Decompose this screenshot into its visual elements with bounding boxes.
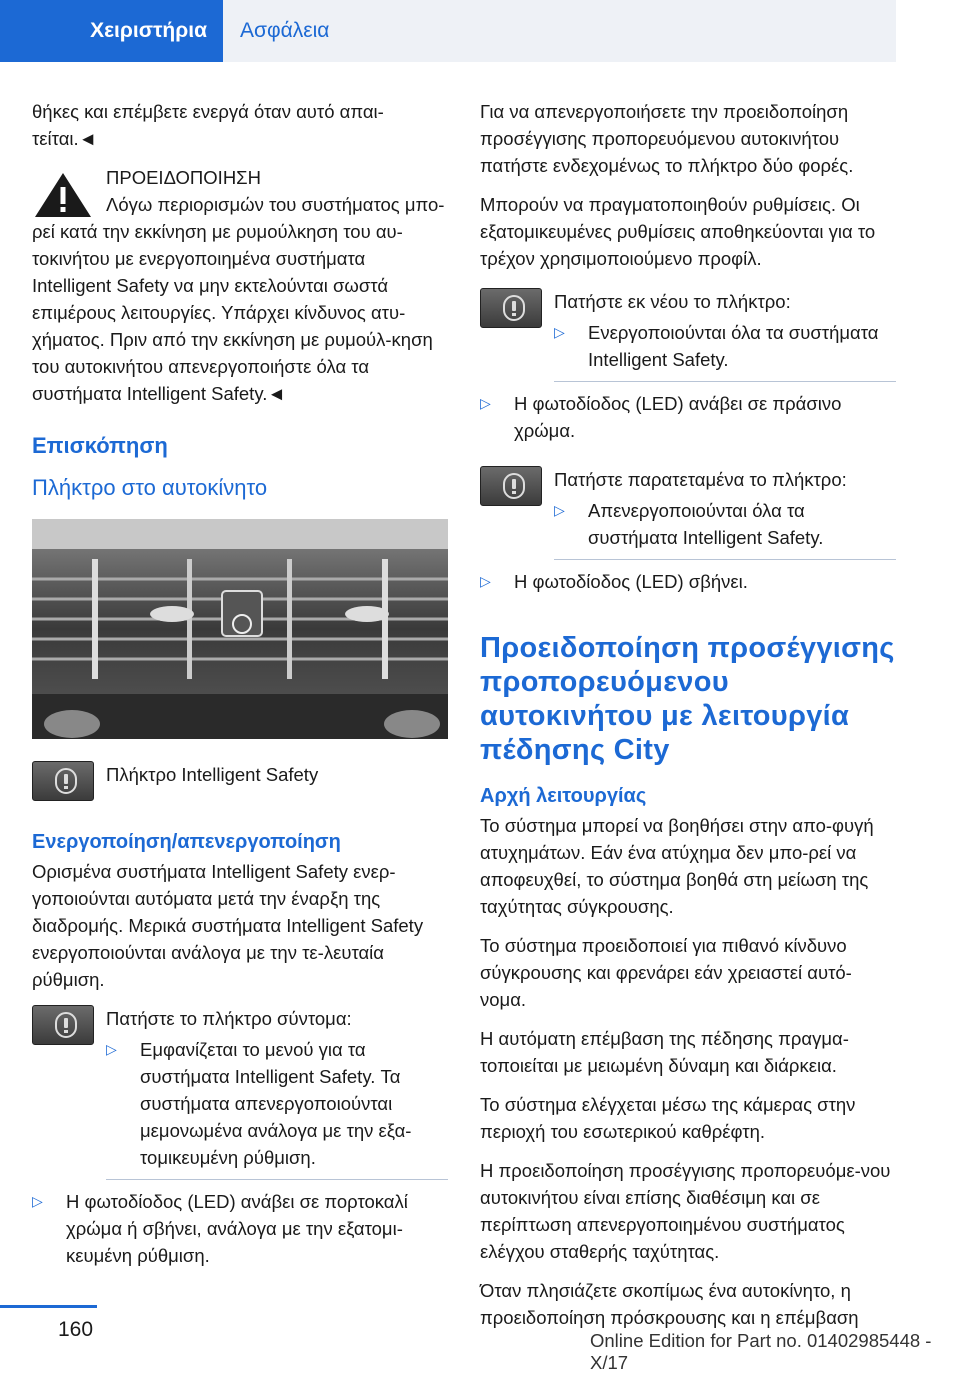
intelligent-safety-key-icon: [480, 466, 542, 506]
paragraph: Η αυτόματη επέμβαση της πέδησης πραγμα-τοποιείται με μειωμένη δύναμη και διάρκεια.: [480, 1028, 849, 1076]
press-again-row: [480, 288, 896, 382]
key-in-car-heading: Πλήκτρο στο αυτοκίνητο: [32, 475, 268, 500]
list-item: ▷ Απενεργοποιούνται όλα τα συστήματα Intelligent Safety.: [554, 497, 896, 560]
overview-heading: Επισκόπηση: [32, 433, 168, 458]
bullet-arrow-icon: ▷: [480, 395, 491, 411]
warning-triangle-icon: [32, 170, 94, 220]
warning-title: ΠΡΟΕΙΔΟΠΟΙΗΣΗ: [106, 167, 261, 188]
list-item: ▷ Εμφανίζεται το μενού για τα συστήματα Intelligent Safety. Τα συστήματα απενεργοποιούνται μεμονωμένα ανάλογα με την εξα-τομικευμένη ρύθμιση.: [106, 1036, 448, 1180]
paragraph: Το σύστημα προειδοποιεί για πιθανό κίνδυνο σύγκρουσης και φρενάρει εάν χρειαστεί αυτό-νομα.: [480, 935, 852, 1010]
footer: [590, 1330, 960, 1374]
warning-text: Λόγω περιορισμών του συστήματος μπο-ρεί κατά την εκκίνηση με ρυμούλκηση του αυ-τοκινήτου με ενεργοποιημένα συστήματα Intelligent Safety να μην εκτελούνται σωστά επιμέρους λειτουργίες. Υπάρχει κίνδυνος ατυ-χήματος. Πριν από την εκκίνηση με ρυμούλ-κηση του αυτοκινήτου απενεργοποιήστε όλα τα συστήματα Intelligent Safety.◄: [32, 194, 445, 404]
principle-heading: Αρχή λειτουργίας: [480, 785, 647, 807]
paragraph: Το σύστημα μπορεί να βοηθήσει στην απο-φυγή ατυχημάτων. Εάν ένα ατύχημα δεν μπο-ρεί να αποφευχθεί, το σύστημα βοηθά στη μείωση της ταχύτητας σύγκρουσης.: [480, 815, 874, 917]
intelligent-safety-key-icon: [32, 1005, 94, 1045]
activation-heading: Ενεργοποίηση/απενεργοποίηση: [32, 831, 341, 853]
right-column: [480, 98, 896, 1343]
bullet-arrow-icon: ▷: [554, 502, 565, 518]
footer-edition: Online Edition for Part no. 01402985448 - X/17: [590, 1330, 932, 1373]
paragraph: Η προειδοποίηση προσέγγισης προπορευόμε-νου αυτοκινήτου είναι επίσης διαθέσιμη και σε περίπτωση απενεργοποιημένου συστήματος ελέγχου σταθερής ταχύτητας.: [480, 1160, 891, 1262]
bullet-arrow-icon: ▷: [32, 1193, 43, 1209]
list-item: ▷ Η φωτοδίοδος (LED) σβήνει.: [480, 568, 896, 595]
bullet-arrow-icon: ▷: [480, 573, 491, 589]
dashboard-photo: [32, 519, 448, 739]
tab-bar: [0, 0, 896, 62]
key-caption: Πλήκτρο Intelligent Safety: [106, 764, 319, 785]
paragraph: Το σύστημα ελέγχεται μέσω της κάμερας στην περιοχή του εσωτερικού καθρέφτη.: [480, 1094, 856, 1142]
intelligent-safety-key-icon: [32, 761, 94, 801]
list-item: ▷ Ενεργοποιούνται όλα τα συστήματα Intelligent Safety.: [554, 319, 896, 382]
paragraph: Όταν πλησιάζετε σκοπίμως ένα αυτοκίνητο, η προειδοποίηση πρόσκρουσης και η επέμβαση: [480, 1280, 859, 1328]
list-item: ▷ Η φωτοδίοδος (LED) ανάβει σε πράσινο χρώμα.: [480, 390, 896, 444]
press-long-text: Πατήστε παρατεταμένα το πλήκτρο:: [554, 469, 847, 490]
bullet-arrow-icon: ▷: [554, 324, 565, 340]
bullet-arrow-icon: ▷: [106, 1041, 117, 1057]
list-item: ▷ Η φωτοδίοδος (LED) ανάβει σε πορτοκαλί χρώμα ή σβήνει, ανάλογα με την εξατομι-κευμένη ρύθμιση.: [32, 1188, 448, 1269]
short-press-row: [32, 1005, 448, 1180]
section-heading: Προειδοποίηση προσέγγισης προπορευόμενου αυτοκινήτου με λειτουργία πέδησης City: [480, 632, 895, 766]
intelligent-safety-key-icon: [480, 288, 542, 328]
intelligent-safety-key-row: [32, 761, 448, 811]
tab-safety[interactable]: Ασφάλεια: [223, 0, 896, 62]
short-press-text: Πατήστε το πλήκτρο σύντομα:: [106, 1008, 352, 1029]
intro-text: θήκες και επέμβετε ενεργά όταν αυτό απαι-τείται.◄: [32, 101, 384, 149]
paragraph: Μπορούν να πραγματοποιηθούν ρυθμίσεις. Οι εξατομικευμένες ρυθμίσεις αποθηκεύονται για το τρέχον χρησιμοποιούμενο προφίλ.: [480, 194, 876, 269]
page-number-rule: [0, 1305, 97, 1308]
page-number: 160: [58, 1318, 94, 1341]
dashboard-image: [32, 519, 448, 739]
press-long-row: [480, 466, 896, 560]
left-column: [32, 98, 448, 1277]
activation-text: Ορισμένα συστήματα Intelligent Safety ενερ-γοποιούνται αυτόματα μετά την έναρξη της διαδρομής. Μερικά συστήματα Intelligent Safety ενεργοποιούνται ανάλογα με την τε-λευταία ρύθμιση.: [32, 861, 424, 990]
paragraph: Για να απενεργοποιήσετε την προειδοποίηση προσέγγισης προπορευόμενου αυτοκινήτου πατήστε ενδεχομένως το πλήκτρο δύο φορές.: [480, 101, 854, 176]
warning-block: [32, 164, 448, 407]
press-again-text: Πατήστε εκ νέου το πλήκτρο:: [554, 291, 791, 312]
tab-controls[interactable]: Χειριστήρια: [0, 0, 223, 62]
